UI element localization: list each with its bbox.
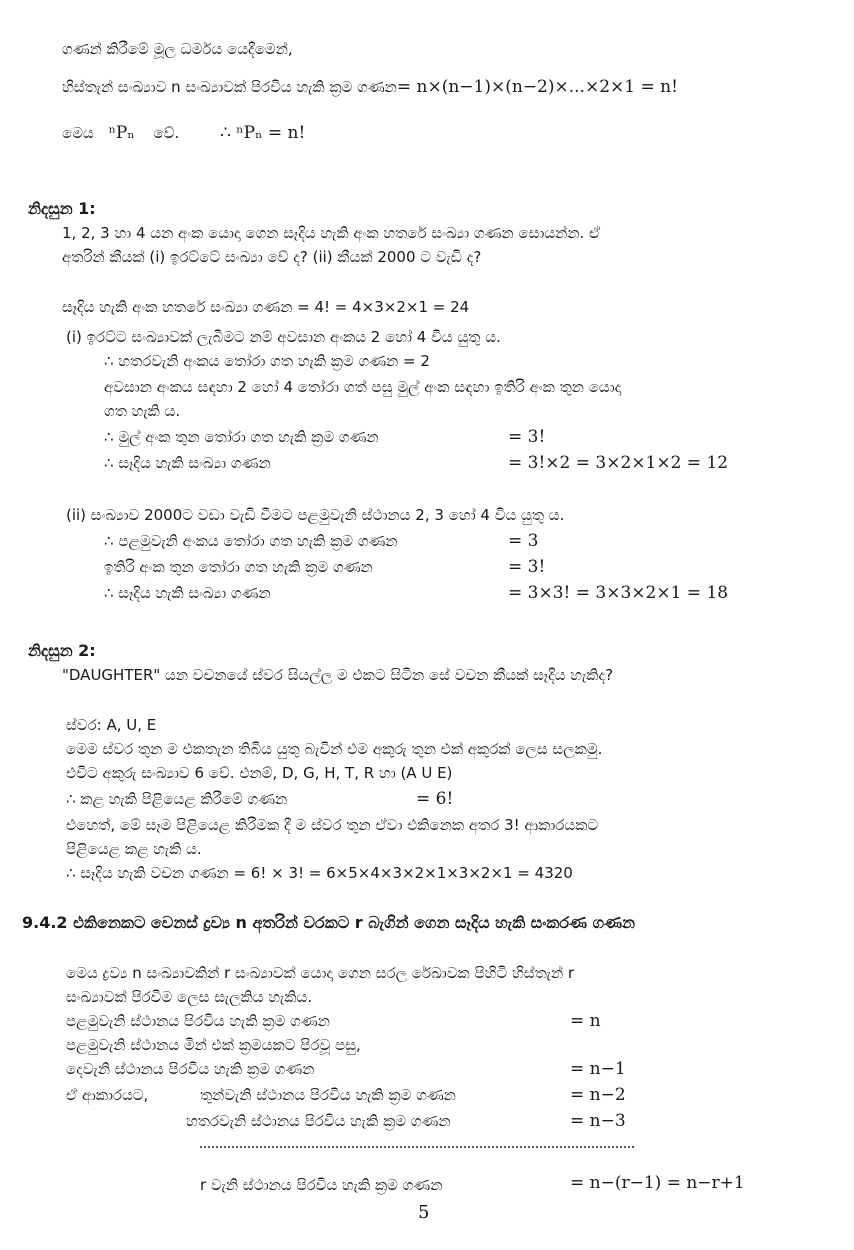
section-row-4-value: = n−2 <box>570 1085 626 1105</box>
example-1-part-ii-1: (ii) සංඛ්‍යාව 2000ට වඩා වැඩි වීමට පළමුවැනි ස්ථානය 2, 3 හෝ 4 විය යුතු ය. <box>66 506 565 524</box>
example-2-line-4: එහෙත්, මේ සෑම පිළියෙළ කිරීමක දී ම ස්වර තුන ඒවා එකිනෙක අතර 3! ආකාරයකට <box>66 816 599 834</box>
intro-line-1: ගණන් කිරීමේ මූල ධර්මය යෙදීමෙන්, <box>62 40 293 58</box>
section-heading: 9.4.2 එකිනෙකට වෙනස් ද්‍රව්‍ය n අතරින් වරකට r බැගින් ගෙන සෑදිය හැකි සංකරණ ගණන <box>22 913 635 932</box>
section-row-6-value: = n−(r−1) = n−r+1 <box>570 1173 745 1193</box>
intro-line-3 <box>62 122 305 144</box>
section-para-1: මෙය ද්‍රව්‍ය n සංඛ්‍යාවකින් r සංඛ්‍යාවක් යොදා ගෙන සරල රේඛාවක පිහිටි හිස්තැන් r <box>66 964 575 982</box>
example-1-part-ii-2-value: = 3 <box>508 531 539 551</box>
npn-formula: = n×(n−1)×(n−2)×...×2×1 = n! <box>396 77 678 97</box>
example-1-part-i-2: ∴ හතරවැනි අංකය තෝරා ගත හැකි ක්‍රම ගණන = 2 <box>104 352 430 370</box>
section-row-4: තුන්වැනි ස්ථානය පිරවිය හැකි ක්‍රම ගණන <box>200 1086 456 1104</box>
example-1-question-1: 1, 2, 3 හා 4 යන අංක යොදා ගෙන සෑදිය හැකි අංක හතරේ සංඛ්‍යා ගණන සොයන්න. ඒ <box>62 224 601 242</box>
section-row-5: හතරවැනි ස්ථානය පිරවිය හැකි ක්‍රම ගණන <box>186 1112 451 1130</box>
section-row-6: r වැනි ස්ථානය පිරවිය හැකි ක්‍රම ගණන <box>200 1176 443 1194</box>
example-1-total: සෑදිය හැකි අංක හතරේ සංඛ්‍යා ගණන = 4! = 4×3×2×1 = 24 <box>62 298 470 316</box>
npn-symbol: ⁿPₙ <box>108 123 135 143</box>
example-2-question: "DAUGHTER" යන වචනයේ ස්වර සියල්ල ම එකට සිටින සේ වචන කීයක් සෑදිය හැකිද? <box>62 666 614 684</box>
example-1-part-i-5: ∴ මුල් අංක තුන තෝරා ගත හැකි ක්‍රම ගණන <box>104 428 379 446</box>
example-1-part-ii-3: ඉතිරි අංක තුන තෝරා ගත හැකි ක්‍රම ගණන <box>104 558 373 576</box>
example-1-part-i-5-value: = 3! <box>508 427 546 447</box>
section-para-2: සංඛ්‍යාවක් පිරවීම ලෙස සැලකිය හැකිය. <box>66 988 313 1006</box>
example-1-part-ii-3-value: = 3! <box>508 557 546 577</box>
section-row-3: දෙවැනි ස්ථානය පිරවිය හැකි ක්‍රම ගණන <box>66 1060 315 1078</box>
section-row-3-value: = n−1 <box>570 1059 626 1079</box>
example-2-vowels: ස්වර: A, U, E <box>66 716 157 734</box>
example-1-part-i-6-value: = 3!×2 = 3×2×1×2 = 12 <box>508 453 729 473</box>
section-row-1: පළමුවැනි ස්ථානය පිරවිය හැකි ක්‍රම ගණන <box>66 1012 330 1030</box>
intro-line-2-text: හිස්තැන් සංඛ්‍යාව n සංඛ්‍යාවක් පිරවිය හැකි ක්‍රම ගණන <box>62 78 397 96</box>
npn-result: ∴ ⁿPₙ = n! <box>220 123 306 143</box>
intro-line-3-text: මෙය <box>62 124 94 142</box>
example-2-heading: නිදසුන 2: <box>28 641 96 660</box>
example-2-line-5: පිළියෙළ කළ හැකි ය. <box>66 840 202 858</box>
intro-line-2 <box>62 76 678 98</box>
example-1-heading: නිදසුන 1: <box>28 199 96 218</box>
example-2-line-3-value: = 6! <box>416 789 454 809</box>
intro-line-3-text2: වේ. <box>153 124 180 142</box>
example-1-part-i-6: ∴ සෑදිය හැකි සංඛ්‍යා ගණන <box>104 454 271 472</box>
example-1-part-i-3: අවසාන අංකය සඳහා 2 හෝ 4 තෝරා ගත් පසු මුල් අංක සඳහා ඉතිරි අංක තුන යොදා <box>104 378 622 396</box>
example-2-line-3: ∴ කළ හැකි පිළියෙළ කිරීමේ ගණන <box>66 790 288 808</box>
example-1-question-2: අතරින් කීයක් (i) ඉරට්ටේ සංඛ්‍යා වේ ද? (ii) කීයක් 2000 ට වැඩි ද? <box>62 248 482 266</box>
dotted-separator <box>200 1146 634 1148</box>
section-row-4-lead: ඒ ආකාරයට, <box>66 1086 149 1104</box>
example-2-line-6: ∴ සෑදිය හැකි වචන ගණන = 6! × 3! = 6×5×4×3×2×1×3×2×1 = 4320 <box>66 864 573 882</box>
example-1-part-i-4: ගත හැකි ය. <box>104 402 181 420</box>
section-row-1-value: = n <box>570 1011 601 1031</box>
section-row-2: පළමුවැනි ස්ථානය මින් එක් ක්‍රමයකට පිරවූ පසු, <box>66 1036 361 1054</box>
example-1-part-i-1: (i) ඉරට්ට සංඛ්‍යාවක් ලැබීමට නම් අවසාන අංකය 2 හෝ 4 විය යුතු ය. <box>66 328 501 346</box>
example-2-line-2: එවිට අකුරු සංඛ්‍යාව 6 වේ. එනම්, D, G, H, T, R හා (A U E) <box>66 764 453 782</box>
example-1-part-ii-4: ∴ සෑදිය හැකි සංඛ්‍යා ගණන <box>104 584 271 602</box>
section-row-5-value: = n−3 <box>570 1111 626 1131</box>
page-number: 5 <box>418 1202 430 1223</box>
example-1-part-ii-2: ∴ පළමුවැනි අංකය තෝරා ගත හැකි ක්‍රම ගණන <box>104 532 398 550</box>
example-2-line-1: මෙම ස්වර තුන ම එකතැන තිබිය යුතු බැවින් එම අකුරු තුන එක් අකුරක් ලෙස සලකමු. <box>66 740 603 758</box>
example-1-part-ii-4-value: = 3×3! = 3×3×2×1 = 18 <box>508 583 729 603</box>
